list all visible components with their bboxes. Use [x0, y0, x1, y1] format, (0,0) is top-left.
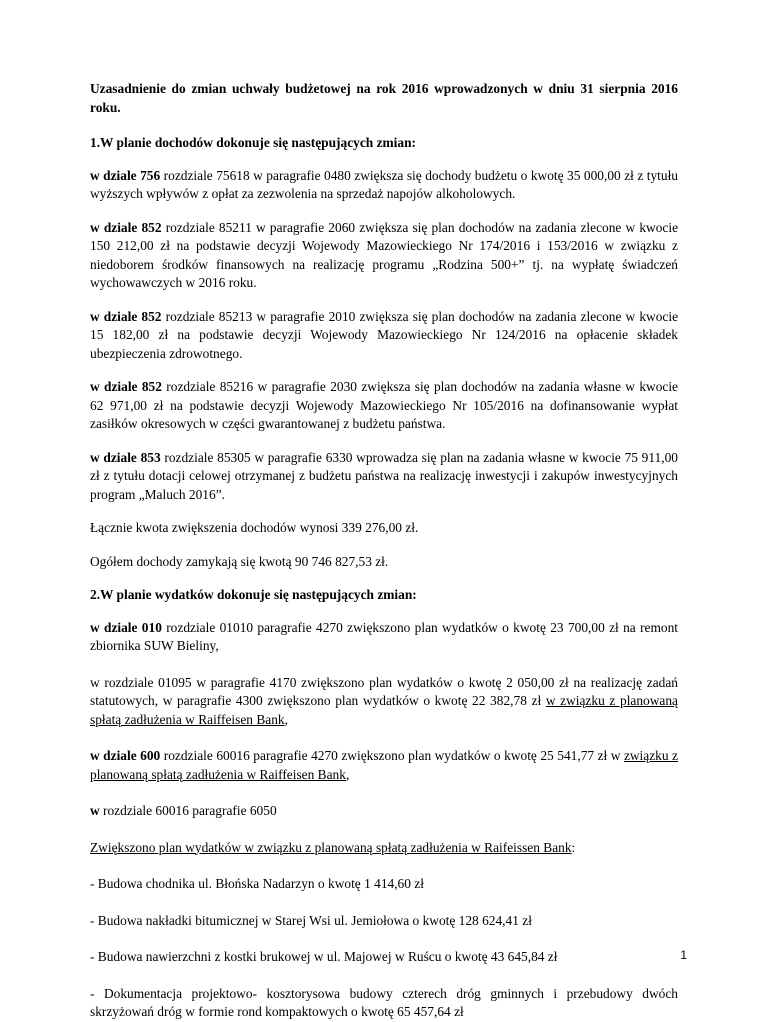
- expense-increase-colon: :: [571, 839, 576, 855]
- expense-increase-heading: [90, 839, 678, 858]
- expense-item-text: rozdziale 01010 paragrafie 4270 zwiększono plan wydatków o kwotę 23 700,00 zł na remont zbiornika SUW Bieliny,: [90, 619, 679, 653]
- expense-section-heading: 2.W planie wydatków dokonuje się następujących zmian:: [90, 587, 417, 602]
- expense-item-text: rozdziale 60016 paragrafie 4270 zwiększono plan wydatków o kwotę 25 541,77 zł w: [160, 748, 624, 763]
- expense-item-lead: w dziale 010: [90, 619, 162, 635]
- document-title: Uzasadnienie do zmian uchwały budżetowej na rok 2016 wprowadzonych w dniu 31 sierpnia 2016 roku.: [90, 81, 678, 115]
- expense-item-010: [90, 619, 678, 656]
- expense-item-01095: [90, 674, 678, 730]
- income-item-lead: w dziale 852: [90, 308, 162, 324]
- income-overall: Ogółem dochody zamykają się kwotą 90 746 827,53 zł.: [90, 553, 389, 569]
- income-item-lead: w dziale 852: [90, 379, 162, 394]
- income-item-lead: w dziale 852: [90, 219, 162, 235]
- income-total: Łącznie kwota zwiększenia dochodów wynosi 339 276,00 zł.: [90, 520, 419, 535]
- income-item-text: rozdziale 85216 w paragrafie 2030 zwiększa się plan dochodów na zadania własne w kwocie 62 971,00 zł na podstawie decyzji Wojewody Mazowieckiego Nr 105/2016 na dofinansowanie wypłat zasiłków okresowych w części gwarantowanej z budżetu państwa.: [90, 379, 678, 431]
- expense-item-underlined: związku z planowaną spłatą zadłużenia w Raiffeisen Bank: [90, 748, 678, 782]
- expense-list-item: - Budowa chodnika ul. Błońska Nadarzyn o kwotę 1 414,60 zł: [90, 876, 424, 891]
- income-item-852-85216: [90, 378, 678, 434]
- income-item-text: rozdziale 85305 w paragrafie 6330 wprowadza się plan na zadania własne w kwocie 75 911,00 zł z tytułu dotacji celowej otrzymanej z budżetu państwa na realizację inwestycji i zakupów inwestycyjnych program „Maluch 2016”.: [90, 449, 678, 502]
- income-item-756: [90, 167, 678, 204]
- expense-item-text: rozdziale 60016 paragrafie 6050: [99, 803, 277, 818]
- expense-item-text: w rozdziale 01095 w paragrafie 4170 zwiększono plan wydatków o kwotę 2 050,00 zł na realizację zadań statutowych, w paragrafie 4300 zwiększono plan wydatków o kwotę 22 382,78 zł: [90, 674, 678, 708]
- expense-item-600: [90, 747, 678, 784]
- expense-item-60016: [90, 802, 678, 821]
- expense-list-item: - Dokumentacja projektowo- kosztorysowa budowy czterech dróg gminnych i przebudowy dwóch skrzyżowań dróg w formie rond kompaktowych o kwotę 65 457,64 zł: [90, 985, 678, 1019]
- expense-increase-heading-text: Zwiększono plan wydatków w związku z planowaną spłatą zadłużenia w Raifeissen Bank: [90, 839, 572, 855]
- expense-item-lead: w: [90, 803, 100, 818]
- expense-list-item: - Budowa nawierzchni z kostki brukowej w ul. Majowej w Ruścu o kwotę 43 645,84 zł: [90, 949, 558, 964]
- income-item-text: rozdziale 75618 w paragrafie 0480 zwiększa się dochody budżetu o kwotę 35 000,00 zł z tytułu wyższych wpływów z opłat za zezwolenia na sprzedaż napojów alkoholowych.: [90, 167, 678, 201]
- expense-list-item: - Budowa nakładki bitumicznej w Starej Wsi ul. Jemiołowa o kwotę 128 624,41 zł: [90, 912, 532, 928]
- income-item-lead: w dziale 756: [90, 167, 161, 183]
- income-section-heading: 1.W planie dochodów dokonuje się następujących zmian:: [90, 135, 417, 150]
- expense-item-tail: ,: [345, 766, 350, 782]
- document-body: [90, 80, 678, 1022]
- income-item-lead: w dziale 853: [90, 449, 161, 465]
- expense-item-underlined: w związku z planowaną spłatą zadłużenia w Raiffeisen Bank,: [90, 693, 678, 727]
- expense-item-lead: w dziale 600: [90, 748, 161, 763]
- income-item-852-85211: [90, 219, 678, 293]
- page-number: 1: [680, 948, 687, 962]
- income-item-text: rozdziale 85211 w paragrafie 2060 zwiększa się plan dochodów na zadania zlecone w kwocie 150 212,00 zł na podstawie decyzji Wojewody Mazowieckiego Nr 174/2016 i 153/2016 w związku z niedoborem środków finansowych na realizację programu „Rodzina 500+” tj. na wypłatę świadczeń wychowawczych w 2016 roku.: [90, 219, 679, 290]
- income-item-text: rozdziale 85213 w paragrafie 2010 zwiększa się plan dochodów na zadania zlecone w kwocie 15 182,00 zł na podstawie decyzji Wojewody Mazowieckiego Nr 124/2016 na opłacenie składek ubezpieczenia zdrowotnego.: [90, 308, 679, 361]
- income-item-853: [90, 449, 678, 505]
- income-item-852-85213: [90, 308, 678, 364]
